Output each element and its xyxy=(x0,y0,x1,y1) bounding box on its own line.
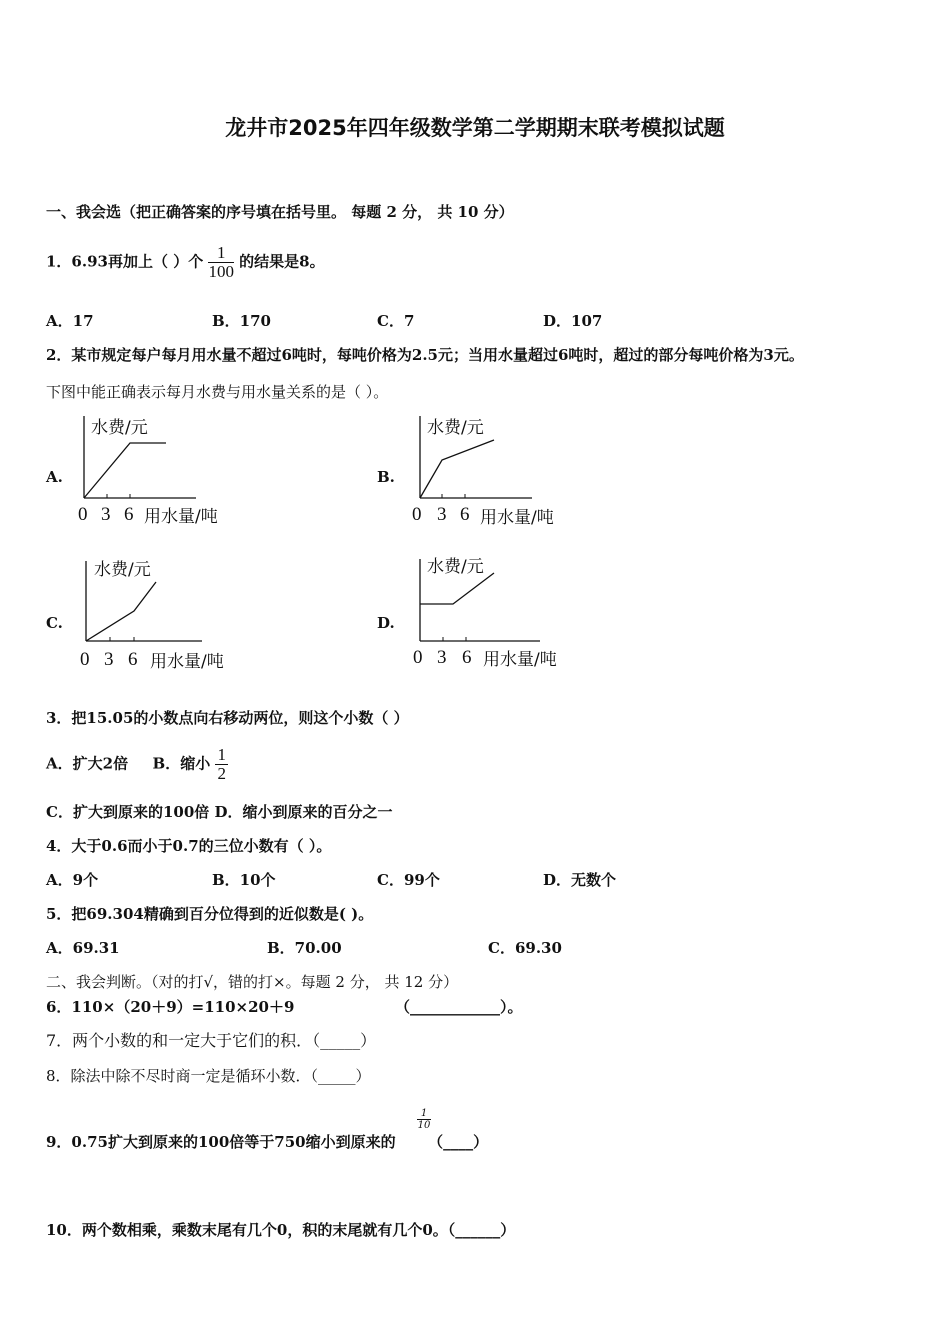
section-1-heading: 一、我会选（把正确答案的序号填在括号里。 每题 2 分， 共 10 分） xyxy=(46,203,514,221)
tick-3: 3 xyxy=(101,504,111,525)
fraction-1-100 xyxy=(208,244,234,281)
tick-6: 6 xyxy=(460,504,470,525)
question-2-line-1: 2．某市规定每户每月用水量不超过6吨时，每吨价格为2.5元；当用水量超过6吨时，超过的部分每吨价格为3元。 xyxy=(46,346,804,364)
tick-0: 0 xyxy=(78,504,88,525)
q1-option-b[interactable]: B．170 xyxy=(212,312,271,330)
q2-option-d-label[interactable]: D. xyxy=(377,614,395,632)
question-2-line-2: 下图中能正确表示每月水费与用水量关系的是（ ）。 xyxy=(46,383,389,401)
q4-option-a[interactable]: A．9个 xyxy=(46,871,99,889)
question-8: 8．除法中除不尽时商一定是循环小数．（_____） xyxy=(46,1067,371,1085)
x-axis-label: 用水量/吨 xyxy=(150,652,224,672)
question-1-stem-end: 的结果是8。 xyxy=(239,252,325,271)
tick-6: 6 xyxy=(124,504,134,525)
question-9-stem: 9．0.75扩大到原来的100倍等于750缩小到原来的 xyxy=(46,1133,396,1151)
fraction-1-10 xyxy=(417,1108,431,1131)
y-axis-label: 水费/元 xyxy=(427,557,484,577)
q2-option-c-label[interactable]: C. xyxy=(46,614,63,632)
q3-options-cd[interactable]: C．扩大到原来的100倍 D．缩小到原来的百分之一 xyxy=(46,803,393,821)
fraction-numerator: 1 xyxy=(417,1108,431,1120)
q4-option-c[interactable]: C．99个 xyxy=(377,871,440,889)
fraction-denominator: 2 xyxy=(217,764,226,783)
tick-3: 3 xyxy=(104,649,114,670)
fraction-1-2 xyxy=(215,746,228,783)
page-title: 龙井市2025年四年级数学第二学期期末联考模拟试题 xyxy=(225,116,725,140)
tick-3: 3 xyxy=(437,504,447,525)
x-axis-label: 用水量/吨 xyxy=(483,650,557,670)
tick-0: 0 xyxy=(80,649,90,670)
q4-option-b[interactable]: B．10个 xyxy=(212,871,276,889)
q1-option-a[interactable]: A．17 xyxy=(46,312,94,330)
q5-option-a[interactable]: A．69.31 xyxy=(46,939,120,957)
q3-options-ab xyxy=(46,746,228,783)
q1-option-c[interactable]: C．7 xyxy=(377,312,415,330)
fraction-denominator: 10 xyxy=(417,1120,431,1131)
fraction-denominator: 100 xyxy=(208,262,234,281)
fraction-numerator: 1 xyxy=(217,745,226,764)
question-4: 4．大于0.6而小于0.7的三位小数有（ ）。 xyxy=(46,837,332,855)
q5-option-b[interactable]: B．70.00 xyxy=(267,939,342,957)
x-axis-label: 用水量/吨 xyxy=(480,508,554,528)
tick-6: 6 xyxy=(462,647,472,668)
tick-0: 0 xyxy=(412,504,422,525)
q4-option-d[interactable]: D．无数个 xyxy=(543,871,617,889)
tick-0: 0 xyxy=(413,647,423,668)
graph-a[interactable] xyxy=(74,412,254,532)
question-6-answer-blank[interactable]: （____________）。 xyxy=(395,998,523,1016)
question-9 xyxy=(46,1132,488,1152)
question-5: 5．把69.304精确到百分位得到的近似数是( )。 xyxy=(46,905,374,923)
q2-option-a-label[interactable]: A. xyxy=(46,468,63,486)
question-1 xyxy=(46,244,325,281)
question-6: 6．110×（20＋9）=110×20＋9 xyxy=(46,998,295,1016)
question-10: 10．两个数相乘，乘数末尾有几个0，积的末尾就有几个0。（______） xyxy=(46,1221,516,1239)
tick-6: 6 xyxy=(128,649,138,670)
section-2-heading: 二、我会判断。（对的打√，错的打×。每题 2 分， 共 12 分） xyxy=(46,973,459,991)
fraction-numerator: 1 xyxy=(208,244,234,263)
q3-option-a[interactable]: A．扩大2倍 xyxy=(46,754,129,773)
question-1-stem: 1．6.93再加上（ ）个 xyxy=(46,252,204,271)
question-9-answer-blank[interactable]: （____） xyxy=(428,1133,489,1151)
graph-d[interactable] xyxy=(410,553,590,673)
graph-b[interactable] xyxy=(410,412,590,532)
tick-3: 3 xyxy=(437,647,447,668)
y-axis-label: 水费/元 xyxy=(94,560,151,580)
y-axis-label: 水费/元 xyxy=(427,418,484,438)
q2-option-b-label[interactable]: B. xyxy=(377,468,395,486)
q5-option-c[interactable]: C．69.30 xyxy=(488,939,562,957)
q3-option-b[interactable]: B．缩小 xyxy=(152,754,211,773)
y-axis-label: 水费/元 xyxy=(91,418,148,438)
question-3: 3．把15.05的小数点向右移动两位，则这个小数（ ） xyxy=(46,709,409,727)
graph-c[interactable] xyxy=(76,553,256,673)
question-7: 7．两个小数的和一定大于它们的积．（_____） xyxy=(46,1031,377,1050)
q1-option-d[interactable]: D．107 xyxy=(543,312,603,330)
x-axis-label: 用水量/吨 xyxy=(144,507,218,527)
